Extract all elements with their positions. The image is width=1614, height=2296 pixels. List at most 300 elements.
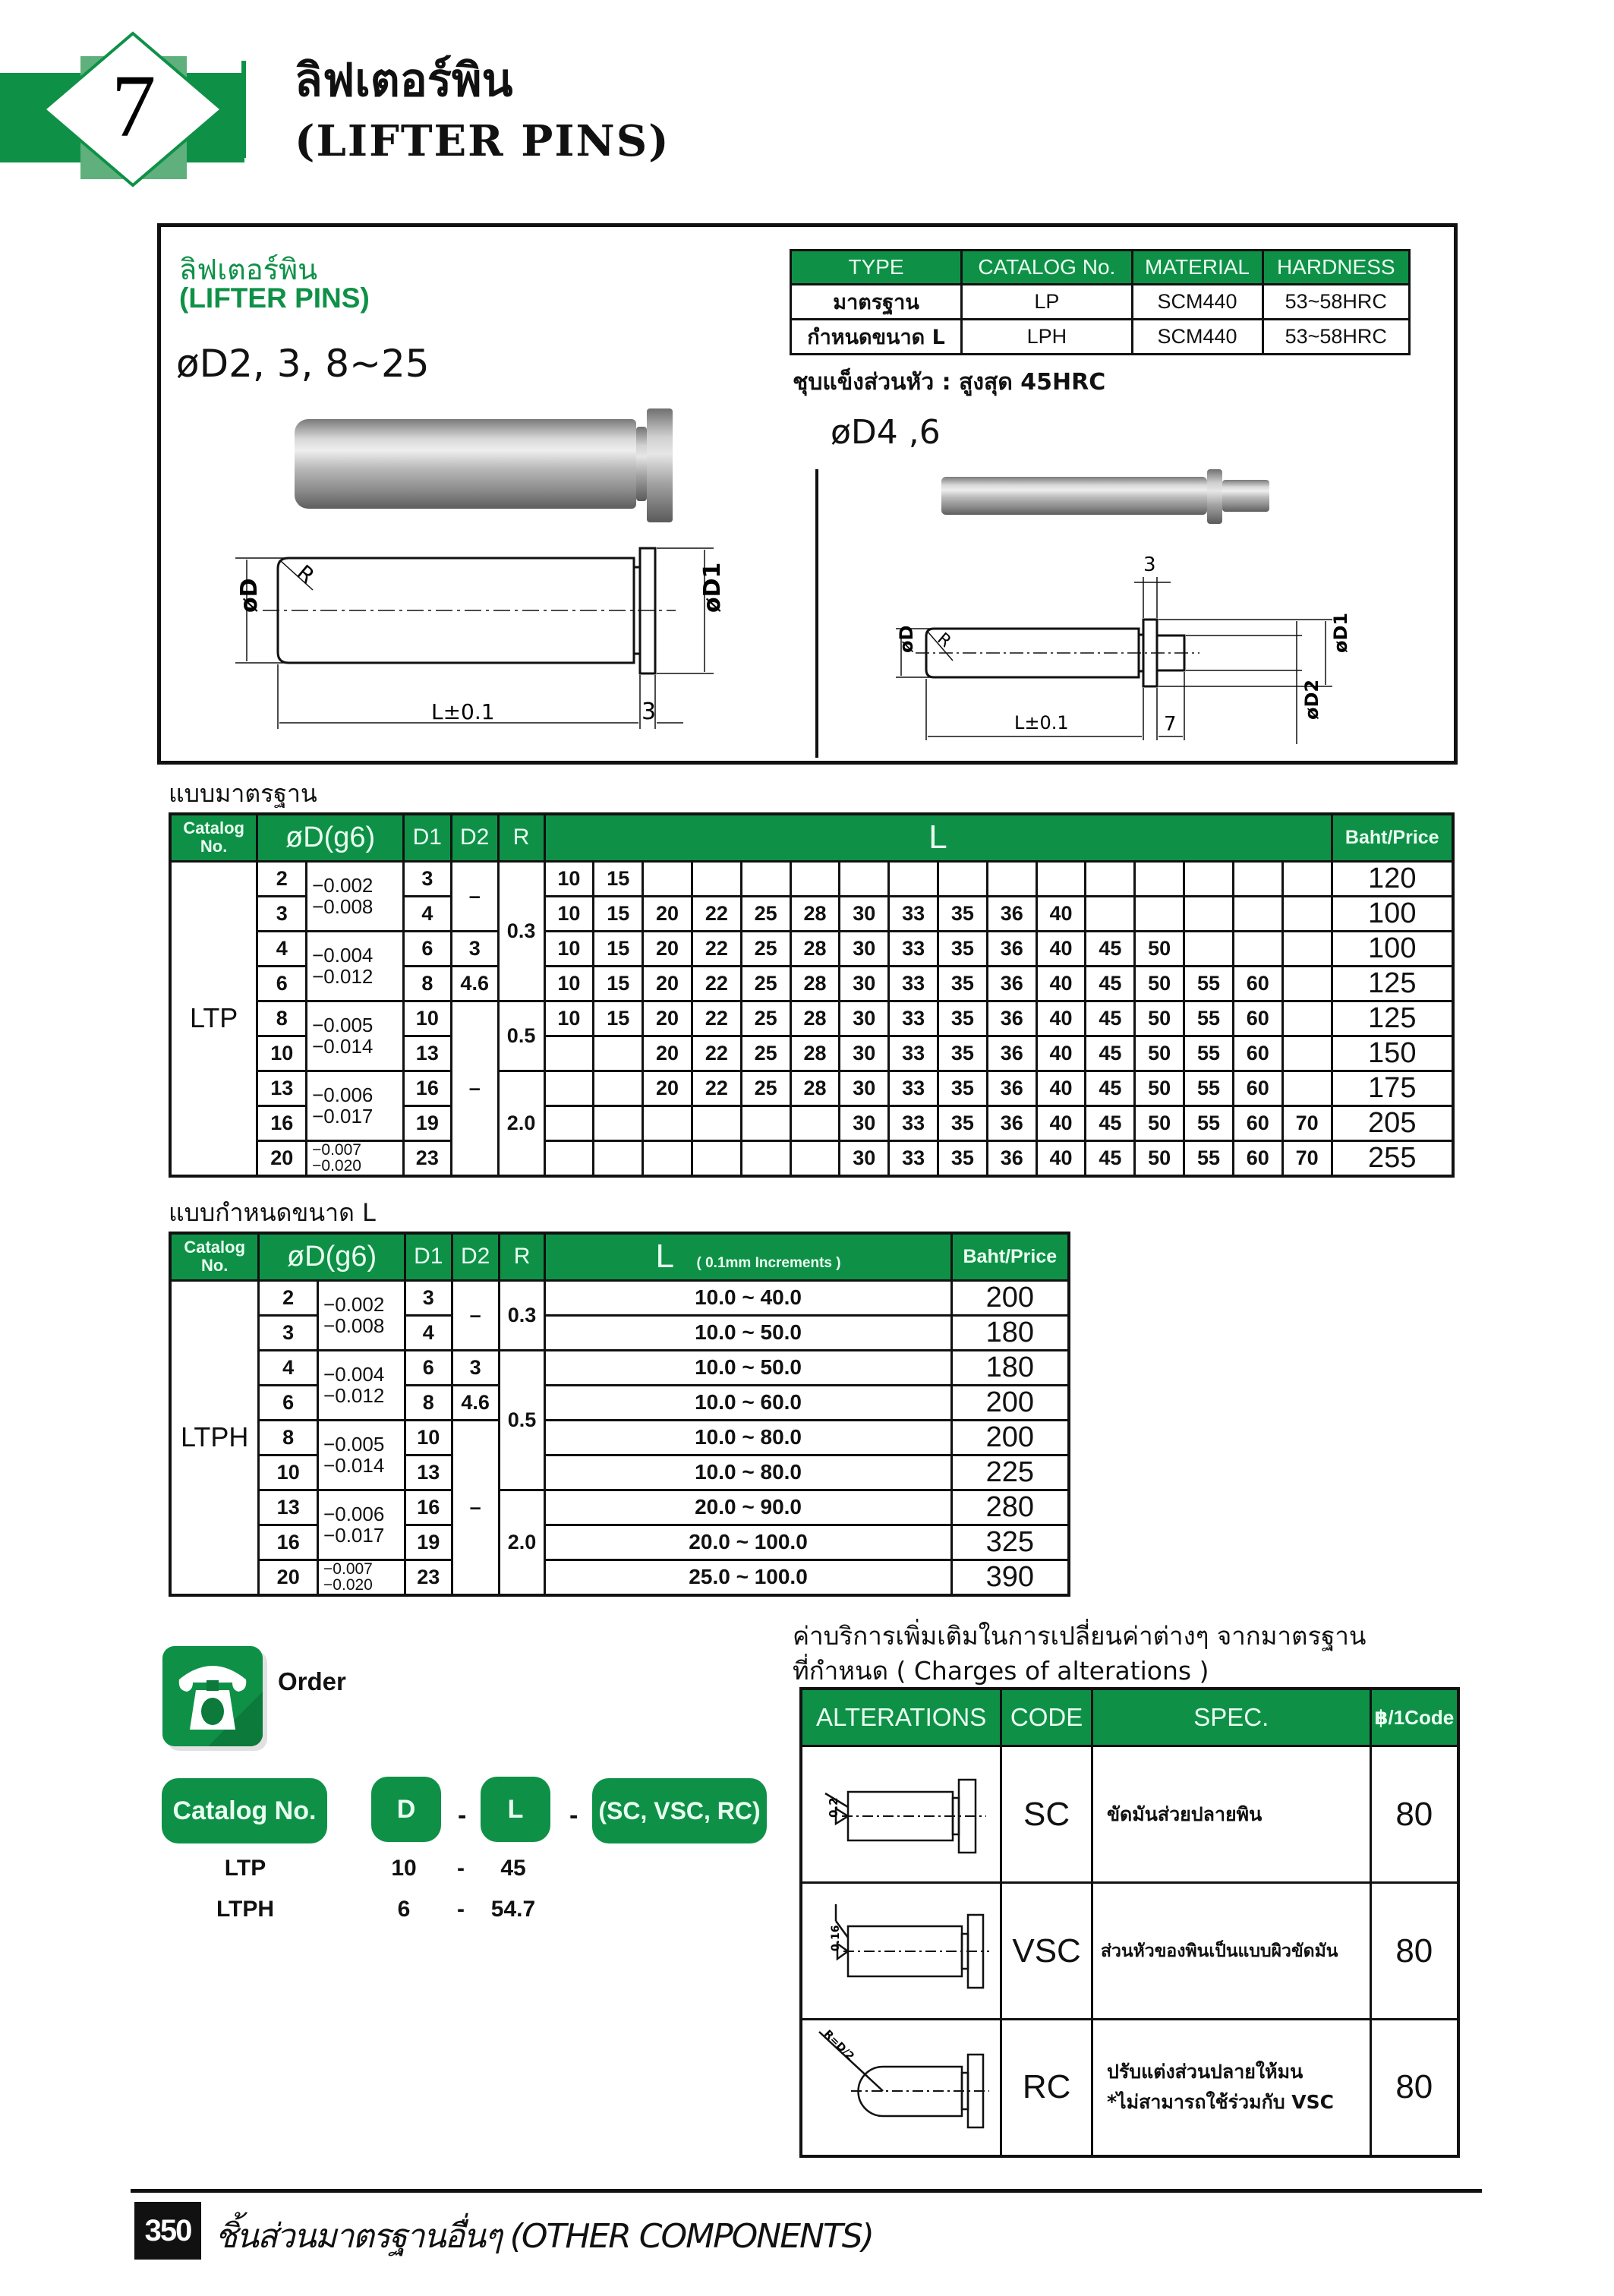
tolerance-upper: −0.004 xyxy=(312,944,374,967)
alteration-row-sc xyxy=(801,1746,1458,1883)
cus-table-row xyxy=(170,1420,1069,1455)
std-length xyxy=(643,1105,692,1140)
std-length: 60 xyxy=(1233,1071,1282,1105)
cus-header-d: øD(g6) xyxy=(259,1233,405,1280)
cus-table-row xyxy=(170,1385,1069,1420)
order-example-sep: - xyxy=(457,1856,465,1881)
spec-header-material: MATERIAL xyxy=(1132,251,1263,285)
cus-length-range: 10.0 ~ 50.0 xyxy=(545,1315,951,1350)
cus-tolerance xyxy=(318,1560,405,1595)
std-length xyxy=(840,861,889,896)
std-tolerance xyxy=(307,931,404,1001)
cus-length-range: 20.0 ~ 100.0 xyxy=(545,1525,951,1560)
std-length: 40 xyxy=(1036,966,1086,1001)
cus-length-range: 10.0 ~ 40.0 xyxy=(545,1280,951,1315)
std-length: 36 xyxy=(987,931,1036,966)
order-example-catalog: LTP xyxy=(224,1856,266,1881)
std-length: 15 xyxy=(594,931,643,966)
spec-type: มาตรฐาน xyxy=(791,285,962,320)
std-length xyxy=(643,861,692,896)
cus-d2: 3 xyxy=(452,1350,499,1385)
std-length: 60 xyxy=(1233,1036,1282,1071)
order-example-d: 6 xyxy=(397,1897,411,1922)
std-length xyxy=(544,1140,594,1176)
alt-price: 80 xyxy=(1370,2020,1458,2156)
std-length xyxy=(790,861,840,896)
std-length: 28 xyxy=(790,1001,840,1036)
std-length xyxy=(643,1140,692,1176)
std-length xyxy=(594,1105,643,1140)
std-length xyxy=(1184,931,1234,966)
std-length: 33 xyxy=(889,931,938,966)
std-length: 60 xyxy=(1233,1105,1282,1140)
spec-hardness: 53~58HRC xyxy=(1263,320,1410,355)
std-length: 55 xyxy=(1184,1140,1234,1176)
cus-d2: – xyxy=(452,1280,499,1350)
std-length: 35 xyxy=(938,1105,988,1140)
tolerance-upper: −0.005 xyxy=(323,1433,385,1456)
order-example-l: 45 xyxy=(500,1856,526,1881)
std-length xyxy=(1233,896,1282,931)
alt-drawing-sc xyxy=(801,1746,1001,1883)
std-length: 60 xyxy=(1233,966,1282,1001)
vsc-roughness-label: 0.16 xyxy=(830,1925,843,1951)
std-length: 30 xyxy=(840,966,889,1001)
alt-spec-note: *ไม่สามารถใช้ร่วมกับ VSC xyxy=(1106,2091,1334,2114)
std-length: 15 xyxy=(594,1001,643,1036)
cus-price: 200 xyxy=(951,1385,1069,1420)
std-length: 28 xyxy=(790,966,840,1001)
tolerance-upper: −0.006 xyxy=(312,1083,374,1106)
std-length: 70 xyxy=(1282,1140,1332,1176)
std-length xyxy=(741,861,790,896)
std-table-row xyxy=(170,1001,1453,1036)
order-pill-l: L xyxy=(481,1777,550,1842)
pin-drawing-large xyxy=(220,543,767,740)
diameter-range-small: øD4 ,6 xyxy=(831,413,941,452)
tolerance-upper: −0.007 xyxy=(323,1560,373,1578)
std-d2: 4.6 xyxy=(451,966,498,1001)
cus-tolerance xyxy=(318,1350,405,1420)
hardening-note: ชุบแข็งส่วนหัว : สูงสุด 45HRC xyxy=(793,369,1106,396)
std-length xyxy=(1282,1071,1332,1105)
dim-label-r: R xyxy=(292,560,320,589)
std-length: 55 xyxy=(1184,1105,1234,1140)
spec-material: SCM440 xyxy=(1132,320,1263,355)
cus-price: 225 xyxy=(951,1455,1069,1490)
std-diameter: 3 xyxy=(257,896,307,931)
dim2-label-d1: øD1 xyxy=(1330,612,1351,653)
tolerance-lower: −0.008 xyxy=(323,1314,385,1337)
std-price: 150 xyxy=(1332,1036,1453,1071)
alt-drawing-vsc xyxy=(801,1883,1001,2020)
std-length: 10 xyxy=(544,966,594,1001)
tolerance-lower: −0.014 xyxy=(323,1454,385,1477)
std-header-d2: D2 xyxy=(451,814,498,861)
std-diameter: 16 xyxy=(257,1105,307,1140)
std-length: 40 xyxy=(1036,931,1086,966)
cus-d1: 16 xyxy=(405,1490,452,1525)
std-length xyxy=(1282,1036,1332,1071)
std-price: 100 xyxy=(1332,896,1453,931)
std-diameter: 2 xyxy=(257,861,307,896)
std-length: 45 xyxy=(1086,1071,1135,1105)
std-length: 35 xyxy=(938,1140,988,1176)
std-length xyxy=(889,861,938,896)
std-tolerance xyxy=(307,861,404,931)
standard-table xyxy=(169,812,1455,1178)
alt-header-spec: SPEC. xyxy=(1092,1689,1370,1746)
std-length xyxy=(1282,896,1332,931)
cus-d1: 3 xyxy=(405,1280,452,1315)
cus-table-row xyxy=(170,1350,1069,1385)
std-length: 50 xyxy=(1135,1036,1184,1071)
tolerance-lower: −0.008 xyxy=(312,895,374,918)
std-d1: 16 xyxy=(403,1071,451,1105)
std-length: 20 xyxy=(643,966,692,1001)
tolerance-lower: −0.020 xyxy=(323,1576,373,1594)
alt-code: VSC xyxy=(1001,1883,1092,2020)
std-length xyxy=(741,1105,790,1140)
std-length xyxy=(544,1036,594,1071)
std-length: 45 xyxy=(1086,1105,1135,1140)
std-length: 33 xyxy=(889,1105,938,1140)
std-length: 60 xyxy=(1233,1001,1282,1036)
order-label: Order xyxy=(278,1667,346,1695)
std-length: 28 xyxy=(790,931,840,966)
std-price: 120 xyxy=(1332,861,1453,896)
std-length xyxy=(1282,966,1332,1001)
alterations-caption xyxy=(793,1619,1367,1689)
std-length: 20 xyxy=(643,1001,692,1036)
std-length xyxy=(1086,896,1135,931)
std-length: 55 xyxy=(1184,1001,1234,1036)
dim-label-head: 3 xyxy=(642,699,657,725)
std-length: 45 xyxy=(1086,1140,1135,1176)
std-d1: 3 xyxy=(403,861,451,896)
std-length: 60 xyxy=(1233,1140,1282,1176)
std-table-row xyxy=(170,861,1453,896)
std-d1: 4 xyxy=(403,896,451,931)
cus-header-catalog: Catalog No. xyxy=(170,1233,259,1280)
order-separator: - xyxy=(569,1801,578,1830)
std-d2: – xyxy=(451,861,498,931)
std-diameter: 13 xyxy=(257,1071,307,1105)
cus-header-d1: D1 xyxy=(405,1233,452,1280)
std-length: 15 xyxy=(594,861,643,896)
std-table-row xyxy=(170,1071,1453,1105)
std-length: 30 xyxy=(840,1140,889,1176)
cus-diameter: 4 xyxy=(259,1350,318,1385)
cus-table-row xyxy=(170,1490,1069,1525)
std-header-d1: D1 xyxy=(403,814,451,861)
pin-photo-neck xyxy=(636,427,647,501)
std-length: 33 xyxy=(889,896,938,931)
std-length: 33 xyxy=(889,1071,938,1105)
std-length: 70 xyxy=(1282,1105,1332,1140)
order-example-l: 54.7 xyxy=(490,1897,536,1922)
cus-price: 325 xyxy=(951,1525,1069,1560)
std-length: 30 xyxy=(840,1105,889,1140)
cus-diameter: 6 xyxy=(259,1385,318,1420)
cus-diameter: 10 xyxy=(259,1455,318,1490)
alterations-caption-line2: ที่กำหนด ( Charges of alterations ) xyxy=(793,1656,1209,1686)
std-length: 25 xyxy=(741,1001,790,1036)
std-table-row xyxy=(170,1140,1453,1176)
custom-label: แบบกำหนดขนาด L xyxy=(169,1198,376,1227)
std-length: 20 xyxy=(643,896,692,931)
cus-header-price: Baht/Price xyxy=(951,1233,1069,1280)
cus-d1: 4 xyxy=(405,1315,452,1350)
footer-section-title: ชิ้นส่วนมาตรฐานอื่นๆ (OTHER COMPONENTS) xyxy=(215,2217,873,2256)
tolerance-upper: −0.007 xyxy=(312,1141,361,1159)
cus-tolerance xyxy=(318,1280,405,1350)
std-price: 175 xyxy=(1332,1071,1453,1105)
dim2-label-l: L±0.1 xyxy=(1014,712,1069,733)
cus-price: 280 xyxy=(951,1490,1069,1525)
cus-d2: 4.6 xyxy=(452,1385,499,1420)
std-length: 55 xyxy=(1184,966,1234,1001)
std-length: 30 xyxy=(840,896,889,931)
cus-r: 0.5 xyxy=(499,1350,545,1490)
cus-header-l xyxy=(545,1233,951,1280)
alt-drawing-rc xyxy=(801,2020,1001,2156)
tolerance-upper: −0.005 xyxy=(312,1014,374,1036)
round-tip-drawing-icon xyxy=(810,2021,992,2150)
std-length: 28 xyxy=(790,1071,840,1105)
spec-header-type: TYPE xyxy=(791,251,962,285)
cus-table-row xyxy=(170,1315,1069,1350)
cus-d1: 8 xyxy=(405,1385,452,1420)
std-d1: 13 xyxy=(403,1036,451,1071)
tolerance-upper: −0.002 xyxy=(312,874,374,897)
spec-catalog: LPH xyxy=(962,320,1132,355)
std-length: 30 xyxy=(840,1071,889,1105)
std-length: 10 xyxy=(544,931,594,966)
pin-photo-head xyxy=(647,408,673,522)
cus-r: 0.3 xyxy=(499,1280,545,1350)
cus-catalog-cell: LTPH xyxy=(170,1280,259,1595)
dim-label-d: øD xyxy=(236,578,263,613)
tolerance-upper: −0.002 xyxy=(323,1293,385,1316)
std-length: 40 xyxy=(1036,1105,1086,1140)
tolerance-lower: −0.012 xyxy=(323,1384,385,1407)
rc-radius-label: R=D/2 xyxy=(821,2027,857,2063)
std-price: 100 xyxy=(1332,931,1453,966)
std-diameter: 20 xyxy=(257,1140,307,1176)
std-length: 36 xyxy=(987,1071,1036,1105)
std-tolerance xyxy=(307,1071,404,1140)
std-length: 40 xyxy=(1036,1001,1086,1036)
std-length xyxy=(1184,896,1234,931)
std-length xyxy=(692,861,741,896)
spec-catalog: LP xyxy=(962,285,1132,320)
pin-photo-small-tip xyxy=(1222,480,1269,512)
std-length: 35 xyxy=(938,966,988,1001)
product-name-th: ลิฟเตอร์พิน xyxy=(179,253,318,286)
chapter-number: 7 xyxy=(111,56,156,156)
alterations-table xyxy=(799,1687,1460,2158)
std-header-r: R xyxy=(498,814,544,861)
tolerance-lower: −0.017 xyxy=(312,1105,374,1128)
pin-drawing-small xyxy=(873,547,1404,752)
tolerance-upper: −0.006 xyxy=(323,1503,385,1525)
custom-table xyxy=(169,1232,1070,1597)
std-length: 50 xyxy=(1135,1001,1184,1036)
std-length xyxy=(741,1140,790,1176)
alt-code: RC xyxy=(1001,2020,1092,2156)
std-tolerance xyxy=(307,1001,404,1071)
std-diameter: 4 xyxy=(257,931,307,966)
std-length: 33 xyxy=(889,1001,938,1036)
cus-r: 2.0 xyxy=(499,1490,545,1595)
cus-d1: 6 xyxy=(405,1350,452,1385)
cus-diameter: 3 xyxy=(259,1315,318,1350)
std-d1: 8 xyxy=(403,966,451,1001)
spec-header-catalog: CATALOG No. xyxy=(962,251,1132,285)
cus-length-range: 10.0 ~ 60.0 xyxy=(545,1385,951,1420)
std-length: 45 xyxy=(1086,966,1135,1001)
std-price: 205 xyxy=(1332,1105,1453,1140)
polish-head-drawing-icon xyxy=(810,1892,992,2006)
cus-diameter: 16 xyxy=(259,1525,318,1560)
std-length xyxy=(1086,861,1135,896)
std-length: 35 xyxy=(938,1036,988,1071)
order-example-catalog: LTPH xyxy=(216,1897,275,1922)
std-header-catalog: Catalog No. xyxy=(170,814,257,861)
spec-hardness: 53~58HRC xyxy=(1263,285,1410,320)
std-length: 20 xyxy=(643,1071,692,1105)
std-length: 10 xyxy=(544,861,594,896)
std-length: 25 xyxy=(741,966,790,1001)
dim2-label-d: øD xyxy=(896,625,917,653)
std-d1: 19 xyxy=(403,1105,451,1140)
dim2-label-r: R xyxy=(933,629,955,651)
cus-tolerance xyxy=(318,1490,405,1560)
std-diameter: 10 xyxy=(257,1036,307,1071)
std-length: 22 xyxy=(692,896,741,931)
std-length: 25 xyxy=(741,896,790,931)
std-diameter: 8 xyxy=(257,1001,307,1036)
std-length: 45 xyxy=(1086,931,1135,966)
std-r: 0.5 xyxy=(498,1001,544,1071)
footer-rule xyxy=(131,2189,1482,2193)
std-length: 20 xyxy=(643,931,692,966)
std-length: 30 xyxy=(840,1036,889,1071)
tolerance-upper: −0.004 xyxy=(323,1363,385,1386)
std-length: 40 xyxy=(1036,1036,1086,1071)
std-r: 2.0 xyxy=(498,1071,544,1176)
tolerance-lower: −0.017 xyxy=(323,1524,385,1547)
std-length: 36 xyxy=(987,1001,1036,1036)
order-example-sep: - xyxy=(457,1897,465,1922)
std-length: 50 xyxy=(1135,1140,1184,1176)
alt-code: SC xyxy=(1001,1746,1092,1883)
cus-d1: 10 xyxy=(405,1420,452,1455)
std-length: 55 xyxy=(1184,1036,1234,1071)
cus-d1: 19 xyxy=(405,1525,452,1560)
order-pill-options: (SC, VSC, RC) xyxy=(592,1778,767,1843)
cus-length-range: 10.0 ~ 80.0 xyxy=(545,1420,951,1455)
cus-price: 180 xyxy=(951,1315,1069,1350)
dim2-label-head: 3 xyxy=(1143,554,1156,576)
std-length xyxy=(790,1140,840,1176)
std-price: 125 xyxy=(1332,1001,1453,1036)
standard-label: แบบมาตรฐาน xyxy=(169,779,317,808)
std-length xyxy=(692,1105,741,1140)
alt-header-code: CODE xyxy=(1001,1689,1092,1746)
cus-length-range: 10.0 ~ 50.0 xyxy=(545,1350,951,1385)
order-separator: - xyxy=(458,1801,467,1830)
spec-material: SCM440 xyxy=(1132,285,1263,320)
std-length: 33 xyxy=(889,966,938,1001)
cus-table-row xyxy=(170,1560,1069,1595)
std-length: 15 xyxy=(594,966,643,1001)
telephone-icon xyxy=(162,1646,263,1746)
std-catalog-cell: LTP xyxy=(170,861,257,1176)
std-length: 20 xyxy=(643,1036,692,1071)
cus-length-range: 10.0 ~ 80.0 xyxy=(545,1455,951,1490)
spec-table xyxy=(790,249,1411,355)
spec-row xyxy=(791,320,1410,355)
std-length: 25 xyxy=(741,1036,790,1071)
spec-header-hardness: HARDNESS xyxy=(1263,251,1410,285)
std-length: 10 xyxy=(544,896,594,931)
std-length: 36 xyxy=(987,896,1036,931)
std-length: 22 xyxy=(692,966,741,1001)
std-length xyxy=(1282,861,1332,896)
spec-row xyxy=(791,285,1410,320)
alt-spec-cell xyxy=(1092,2020,1370,2156)
alteration-row-vsc xyxy=(801,1883,1458,2020)
std-length: 22 xyxy=(692,1071,741,1105)
diameter-range-large: øD2, 3, 8~25 xyxy=(176,342,430,386)
cus-header-r: R xyxy=(499,1233,545,1280)
std-length: 33 xyxy=(889,1036,938,1071)
cus-diameter: 20 xyxy=(259,1560,318,1595)
std-length: 50 xyxy=(1135,931,1184,966)
std-length: 22 xyxy=(692,931,741,966)
dim2-label-d2: øD2 xyxy=(1301,679,1322,720)
std-length: 25 xyxy=(741,931,790,966)
alt-spec: ส่วนหัวของพินเป็นแบบผิวขัดมัน xyxy=(1092,1883,1370,2020)
std-length xyxy=(1135,896,1184,931)
std-length xyxy=(790,1105,840,1140)
std-length xyxy=(987,861,1036,896)
alt-price: 80 xyxy=(1370,1746,1458,1883)
alt-spec: ปรับแต่งส่วนปลายให้มน xyxy=(1106,2061,1303,2083)
std-length xyxy=(1282,1001,1332,1036)
cus-diameter: 2 xyxy=(259,1280,318,1315)
cus-header-l-note: ( 0.1mm Increments ) xyxy=(696,1255,841,1272)
std-length: 50 xyxy=(1135,1071,1184,1105)
banner-end-line xyxy=(241,61,246,158)
cus-price: 200 xyxy=(951,1420,1069,1455)
tolerance-lower: −0.020 xyxy=(312,1157,361,1175)
cus-diameter: 13 xyxy=(259,1490,318,1525)
drawing-divider xyxy=(815,469,818,758)
sc-roughness-label: 0.2 xyxy=(827,1797,841,1818)
spec-type: กำหนดขนาด L xyxy=(791,320,962,355)
dim-label-l: L±0.1 xyxy=(431,699,495,724)
product-name-en: (LIFTER PINS) xyxy=(179,282,370,314)
std-d2: – xyxy=(451,1001,498,1176)
cus-d2: – xyxy=(452,1420,499,1595)
std-header-d: øD(g6) xyxy=(257,814,404,861)
std-length: 36 xyxy=(987,966,1036,1001)
polish-tip-drawing-icon xyxy=(810,1763,992,1862)
alt-spec: ขัดมันส่วยปลายพิน xyxy=(1092,1746,1370,1883)
